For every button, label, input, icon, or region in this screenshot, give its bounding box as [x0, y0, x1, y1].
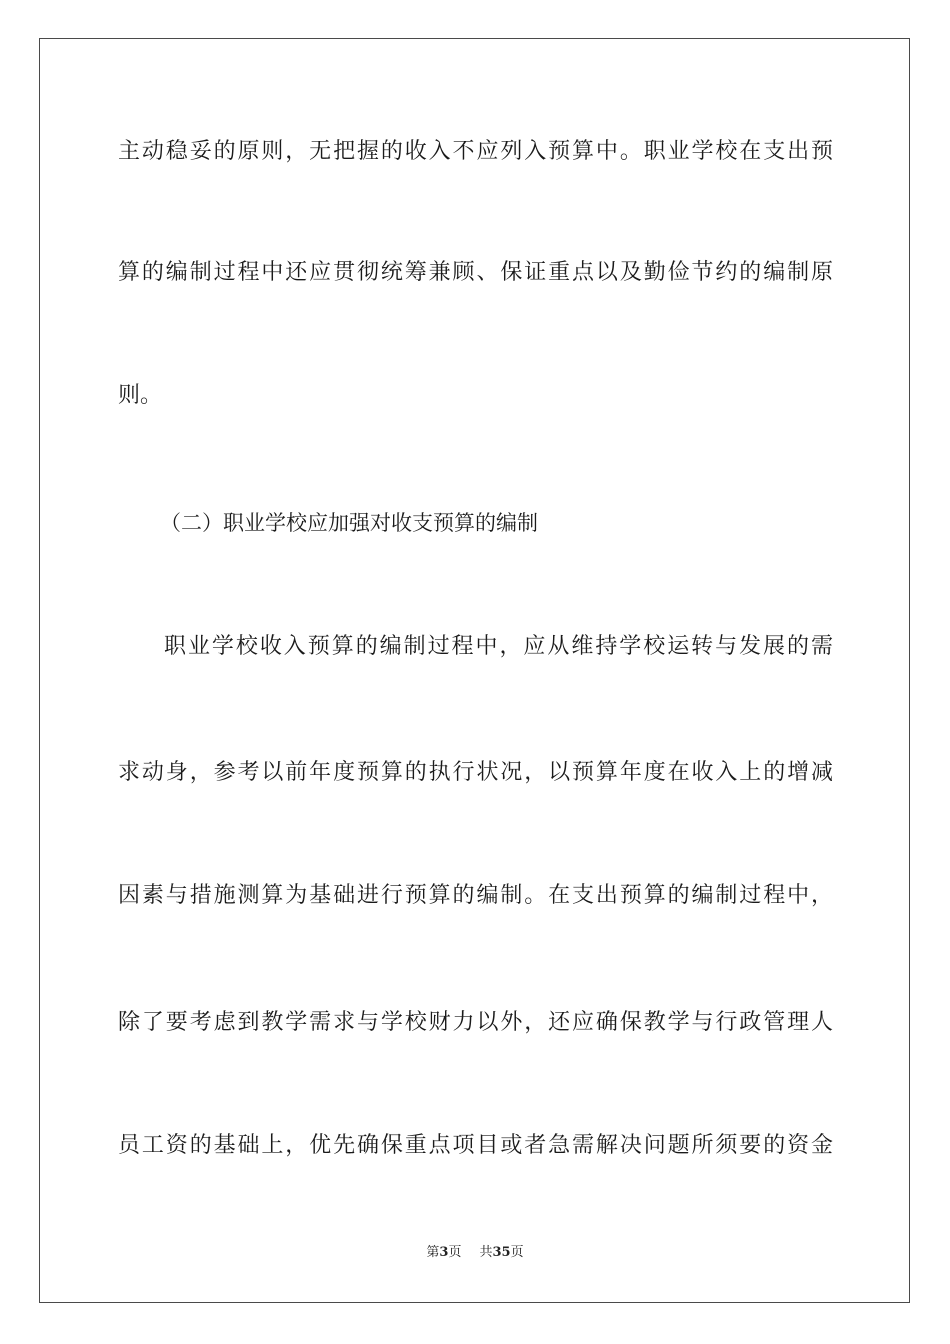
footer-total-prefix: 共: [479, 1245, 493, 1260]
footer-total-pages: 35: [492, 1245, 511, 1260]
paragraph-line-4: 除了要考虑到教学需求与学校财力以外，还应确保教学与行政管理人: [118, 1010, 833, 1035]
section-heading: （二）职业学校应加强对收支预算的编制: [160, 511, 538, 535]
footer-page-suffix: 页: [448, 1245, 462, 1260]
paragraph-line-2: 求动身，参考以前年度预算的执行状况，以预算年度在收入上的增减: [118, 760, 833, 785]
page-border: [39, 38, 910, 1303]
page-footer: [0, 1244, 950, 1262]
body-line-1: 主动稳妥的原则，无把握的收入不应列入预算中。职业学校在支出预: [118, 139, 833, 164]
paragraph-line-1: 职业学校收入预算的编制过程中，应从维持学校运转与发展的需: [164, 634, 833, 659]
footer-page-prefix: 第: [426, 1245, 440, 1260]
footer-page-number: 3: [439, 1245, 449, 1260]
body-line-2: 算的编制过程中还应贯彻统筹兼顾、保证重点以及勤俭节约的编制原: [118, 260, 833, 285]
footer-total-suffix: 页: [510, 1245, 524, 1260]
paragraph-line-3: 因素与措施测算为基础进行预算的编制。在支出预算的编制过程中，: [118, 883, 833, 908]
body-line-3: 则。: [118, 383, 163, 408]
paragraph-line-5: 员工资的基础上，优先确保重点项目或者急需解决问题所须要的资金: [118, 1133, 833, 1158]
